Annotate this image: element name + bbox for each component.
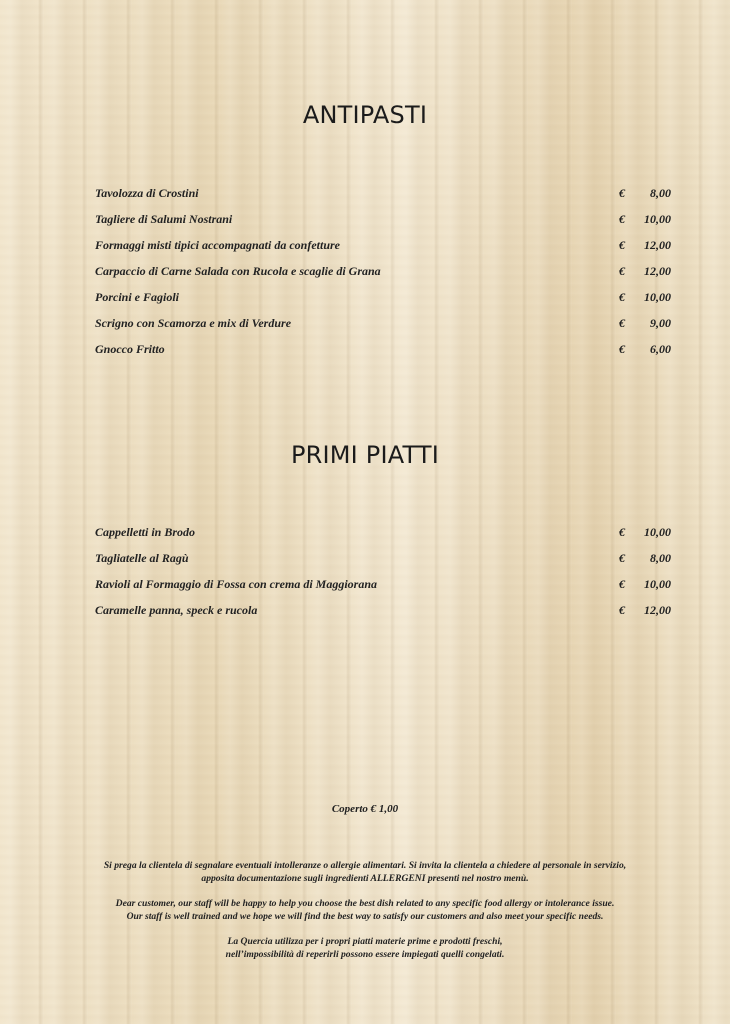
list-item [95,310,671,336]
currency-symbol: € [619,524,625,539]
item-name: Ravioli al Formaggio di Fossa con crema di Maggiorana [95,576,378,591]
item-price [619,212,671,227]
item-price [619,603,671,618]
list-item [95,284,671,310]
antipasti-list [95,180,671,362]
price-amount: 10,00 [644,211,671,226]
item-price [619,290,671,305]
price-amount: 6,00 [650,341,671,356]
price-amount: 9,00 [650,315,671,330]
currency-symbol: € [619,550,625,565]
item-price [619,525,671,540]
item-name: Tavolozza di Crostini [95,185,199,200]
note-line: nell’impossibilità di reperirli possono essere impiegati quelli congelati. [225,948,505,960]
item-name: Formaggi misti tipici accompagnati da confetture [95,237,340,252]
item-price [619,342,671,357]
currency-symbol: € [619,185,625,200]
note-italian-allergens [55,860,675,885]
price-amount: 8,00 [650,185,671,200]
list-item [95,180,671,206]
note-fresh-products [55,936,675,961]
item-price [619,264,671,279]
item-name: Porcini e Fagioli [95,289,179,304]
primi-piatti-list [95,519,671,623]
item-price [619,186,671,201]
note-english-allergens [55,898,675,923]
note-line: Dear customer, our staff will be happy to help you choose the best dish related to any specific food allergy or intolerance issue. [115,898,615,909]
list-item [95,206,671,232]
list-item [95,545,671,571]
item-price [619,577,671,592]
price-amount: 10,00 [644,289,671,304]
section-title-antipasti: ANTIPASTI [302,101,428,129]
note-line: La Quercia utilizza per i propri piatti materie prime e prodotti freschi, [227,936,503,947]
item-name: Gnocco Fritto [95,341,165,356]
note-line: Our staff is well trained and we hope we will find the best way to satisfy our customers and also meet your specific needs. [126,910,604,922]
item-name: Scrigno con Scamorza e mix di Verdure [95,315,292,330]
list-item [95,232,671,258]
item-price [619,551,671,566]
list-item [95,571,671,597]
section-title-primi-piatti: PRIMI PIATTI [290,441,440,469]
currency-symbol: € [619,263,625,278]
list-item [95,336,671,362]
currency-symbol: € [619,341,625,356]
price-amount: 10,00 [644,524,671,539]
currency-symbol: € [619,237,625,252]
price-amount: 10,00 [644,576,671,591]
item-name: Tagliatelle al Ragù [95,550,189,565]
item-name: Cappelletti in Brodo [95,524,196,539]
list-item [95,519,671,545]
price-amount: 12,00 [644,237,671,252]
allergen-notes [55,860,675,974]
currency-symbol: € [619,315,625,330]
item-name: Carpaccio di Carne Salada con Rucola e scaglie di Grana [95,263,381,278]
currency-symbol: € [619,576,625,591]
note-line: apposita documentazione sugli ingredienti ALLERGENI presenti nel nostro menù. [201,872,529,884]
list-item [95,258,671,284]
currency-symbol: € [619,602,625,617]
note-line: Si prega la clientela di segnalare eventuali intolleranze o allergie alimentari. Si invita la clientela a chiedere al personale in servizio, [103,860,627,871]
price-amount: 12,00 [644,602,671,617]
item-name: Tagliere di Salumi Nostrani [95,211,233,226]
currency-symbol: € [619,211,625,226]
item-name: Caramelle panna, speck e rucola [95,602,258,617]
price-amount: 12,00 [644,263,671,278]
list-item [95,597,671,623]
item-price [619,316,671,331]
cover-charge: Coperto € 1,00 [331,803,399,815]
currency-symbol: € [619,289,625,304]
item-price [619,238,671,253]
price-amount: 8,00 [650,550,671,565]
